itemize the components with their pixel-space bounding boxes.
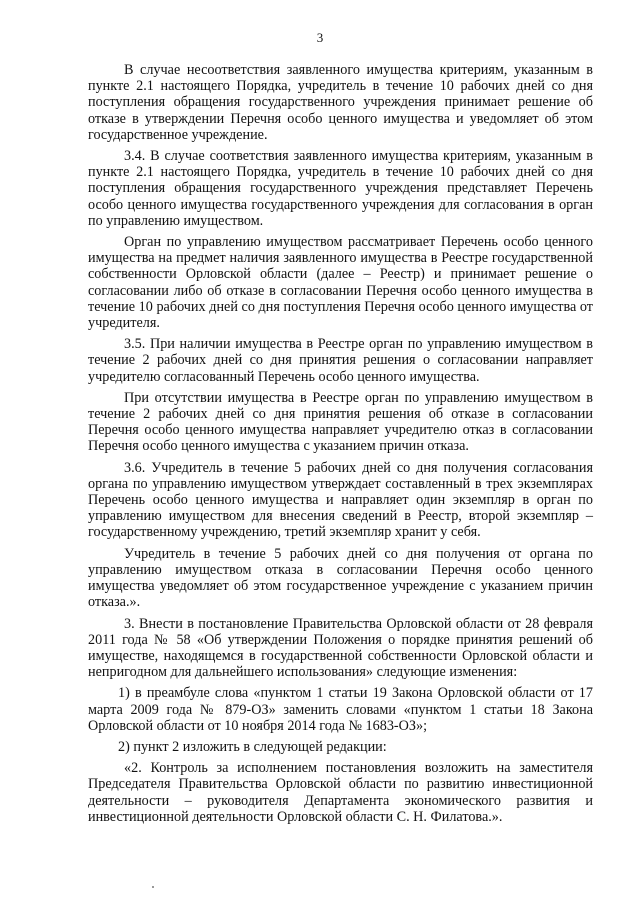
- paragraph: «2. Контроль за исполнением постановления возложить на заместителя Председателя Правительства Орловской области по развитию инвестиционной деятельности – руководителя Департамента экономического развития и инвестиционной деятельности Орловской области С. Н. Филатова.».: [88, 760, 593, 825]
- paragraph: 3. Внести в постановление Правительства Орловской области от 28 февраля 2011 года № 58 «Об утверждении Положения о порядке принятия решений об имуществе, находящемся в государственной собственности Орловской области и непригодном для дальнейшего использования» следующие изменения:: [88, 615, 593, 681]
- scan-speck: [152, 886, 154, 888]
- paragraph: 2) пункт 2 изложить в следующей редакции:: [118, 738, 387, 755]
- paragraph: 3.5. При наличии имущества в Реестре орган по управлению имуществом в течение 2 рабочих дней со дня принятия решения о согласовании направляет учредителю согласованный Перечень особо ценного имущества.: [88, 336, 593, 385]
- paragraph: При отсутствии имущества в Реестре орган по управлению имуществом в течение 2 рабочих дней со дня принятия решения об отказе в согласовании Перечня особо ценного имущества направляет учредителю отказ в согласовании Перечня особо ценного имущества с указанием причин отказа.: [88, 389, 593, 455]
- paragraph: 3.4. В случае соответствия заявленного имущества критериям, указанным в пункте 2.1 настоящего Порядка, учредитель в течение 10 рабочих дней со дня поступления обращения государственного учреждения представляет Перечень особо ценного имущества государственного учреждения для согласования в орган по управлению имуществом.: [88, 148, 593, 229]
- document-body: [88, 62, 593, 830]
- paragraph: Орган по управлению имуществом рассматривает Перечень особо ценного имущества на предмет наличия заявленного имущества в Реестре государственной собственности Орловской области (далее – Реестр) и принимает решение о согласовании либо об отказе в согласовании Перечня особо ценного имущества в течение 10 рабочих дней со дня поступления Перечня особо ценного имущества от учредителя.: [88, 234, 593, 332]
- paragraph: 1) в преамбуле слова «пунктом 1 статьи 19 Закона Орловской области от 17 марта 2009 года № 879-ОЗ» заменить словами «пунктом 1 статьи 18 Закона Орловской области от 10 ноября 2014 года № 1683-ОЗ»;: [88, 685, 593, 734]
- page-number: 3: [316, 30, 324, 45]
- paragraph: 3.6. Учредитель в течение 5 рабочих дней со дня получения согласования органа по управлению имуществом утверждает составленный в трех экземплярах Перечень особо ценного имущества и направляет один экземпляр в орган по управлению имуществом для внесения сведений в Реестр, второй экземпляр – государственному учреждению, третий экземпляр хранит у себя.: [88, 459, 593, 541]
- paragraph: В случае несоответствия заявленного имущества критериям, указанным в пункте 2.1 настоящего Порядка, учредитель в течение 10 рабочих дней со дня поступления обращения государственного учреждения принимает решение об отказе в утверждении Перечня особо ценного имущества и уведомляет об этом государственное учреждение.: [88, 62, 593, 143]
- paragraph: Учредитель в течение 5 рабочих дней со дня получения от органа по управлению имуществом отказа в согласовании Перечня особо ценного имущества уведомляет об этом государственное учреждение с указанием причин отказа.».: [88, 545, 593, 611]
